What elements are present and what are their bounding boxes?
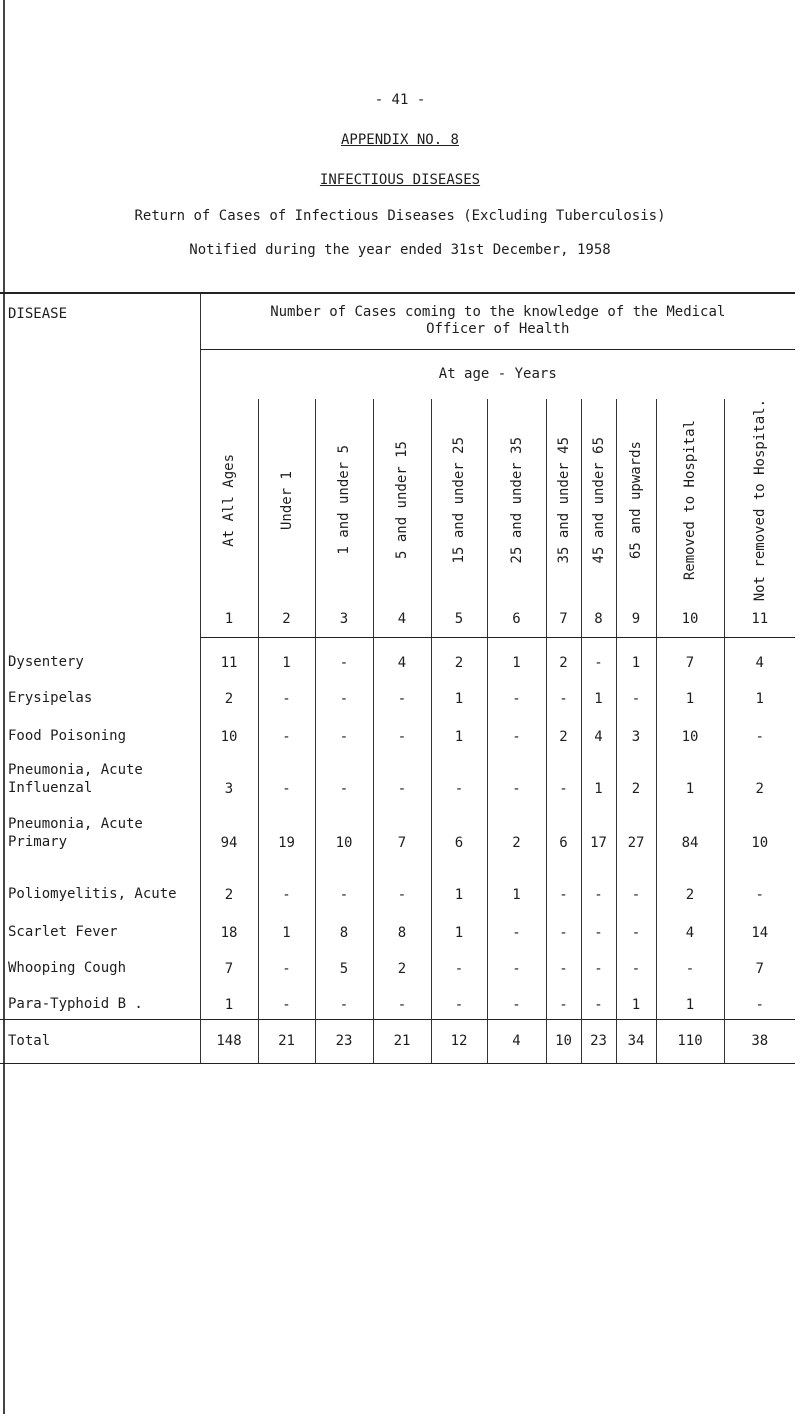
cell-value: 6 xyxy=(546,803,581,857)
cell-value: - xyxy=(724,857,795,909)
col-label-cell xyxy=(487,399,546,601)
cell-value: - xyxy=(431,983,487,1019)
cell-value: 8 xyxy=(373,909,431,947)
disease-name: Whooping Cough xyxy=(8,960,127,977)
table-row xyxy=(0,637,795,677)
col-label-cell xyxy=(315,399,373,601)
total-label: Total xyxy=(0,1019,200,1063)
cell-value: 2 xyxy=(431,637,487,677)
cell-value: 1 xyxy=(487,637,546,677)
cell-value: 4 xyxy=(581,713,616,751)
cell-value: - xyxy=(258,857,315,909)
cell-value: - xyxy=(258,713,315,751)
table-row xyxy=(0,803,795,857)
col-label-cell xyxy=(200,399,258,601)
col-number: 7 xyxy=(546,601,581,637)
col-label-cell xyxy=(656,399,724,601)
total-value: 4 xyxy=(487,1019,546,1063)
cell-value: - xyxy=(258,677,315,713)
cell-value: - xyxy=(373,751,431,803)
col-label: Not removed to Hospital. xyxy=(751,399,768,602)
cell-value: 1 xyxy=(431,677,487,713)
cell-value: 7 xyxy=(656,637,724,677)
disease-name: Pneumonia, Acute Influenzal xyxy=(8,762,143,797)
cell-value: - xyxy=(581,857,616,909)
col-label-cell xyxy=(258,399,315,601)
col-number: 10 xyxy=(656,601,724,637)
cell-value: - xyxy=(616,857,656,909)
total-value: 148 xyxy=(200,1019,258,1063)
cell-value: - xyxy=(546,947,581,983)
cell-value: 1 xyxy=(431,909,487,947)
cell-value: - xyxy=(487,713,546,751)
page-number: - 41 - xyxy=(374,92,426,108)
col-label-cell xyxy=(724,399,795,601)
cell-value: - xyxy=(546,751,581,803)
cell-value: 2 xyxy=(546,713,581,751)
table-row xyxy=(0,947,795,983)
cell-value: 14 xyxy=(724,909,795,947)
infectious-diseases-table xyxy=(0,292,795,1064)
title-line-2: Notified during the year ended 31st December, 1958 xyxy=(189,242,611,258)
cell-value: - xyxy=(315,857,373,909)
col-label: At All Ages xyxy=(221,453,237,547)
col-number: 9 xyxy=(616,601,656,637)
cell-value: - xyxy=(546,677,581,713)
cell-value: 2 xyxy=(200,677,258,713)
cell-value: - xyxy=(656,947,724,983)
col-label: Under 1 xyxy=(278,470,295,530)
cell-value: - xyxy=(581,947,616,983)
cell-value: - xyxy=(315,637,373,677)
col-number: 11 xyxy=(724,601,795,637)
total-value: 23 xyxy=(315,1019,373,1063)
cell-value: - xyxy=(258,983,315,1019)
cell-value: 1 xyxy=(616,637,656,677)
disease-header: DISEASE xyxy=(0,293,200,637)
cell-value: - xyxy=(487,947,546,983)
total-value: 110 xyxy=(656,1019,724,1063)
cell-value: 3 xyxy=(200,751,258,803)
total-row xyxy=(0,1019,795,1063)
cell-value: - xyxy=(546,983,581,1019)
cell-value: 10 xyxy=(724,803,795,857)
age-header: At age - Years xyxy=(200,349,795,399)
total-value: 10 xyxy=(546,1019,581,1063)
cell-value: 10 xyxy=(656,713,724,751)
cell-value: 10 xyxy=(200,713,258,751)
col-label-cell xyxy=(431,399,487,601)
cell-value: - xyxy=(616,677,656,713)
cell-value: - xyxy=(315,677,373,713)
total-value: 21 xyxy=(258,1019,315,1063)
disease-name: Pneumonia, Acute Primary xyxy=(8,816,143,851)
cell-value: 1 xyxy=(431,857,487,909)
cell-value: - xyxy=(487,677,546,713)
col-label-cell xyxy=(373,399,431,601)
group-header: Number of Cases coming to the knowledge of the Medical Officer of Health xyxy=(200,293,795,349)
cell-value: 19 xyxy=(258,803,315,857)
cell-value: 4 xyxy=(656,909,724,947)
disease-name: Para-Typhoid B . xyxy=(8,995,143,1012)
cell-value: - xyxy=(581,637,616,677)
title-line-1: Return of Cases of Infectious Diseases (Excluding Tuberculosis) xyxy=(134,208,666,224)
table-row xyxy=(0,751,795,803)
cell-value: - xyxy=(315,751,373,803)
disease-name: Food Poisoning xyxy=(8,728,127,745)
cell-value: - xyxy=(258,947,315,983)
col-label: Removed to Hospital xyxy=(682,420,698,581)
total-value: 34 xyxy=(616,1019,656,1063)
cell-value: 1 xyxy=(581,751,616,803)
disease-name: Dysentery xyxy=(8,654,84,671)
cell-value: - xyxy=(616,947,656,983)
cell-value: 6 xyxy=(431,803,487,857)
cell-value: 2 xyxy=(656,857,724,909)
total-value: 21 xyxy=(373,1019,431,1063)
cell-value: 8 xyxy=(315,909,373,947)
cell-value: 1 xyxy=(487,857,546,909)
col-label: 45 and under 65 xyxy=(590,436,607,564)
cell-value: 7 xyxy=(724,947,795,983)
disease-name: Poliomyelitis, Acute xyxy=(8,886,177,903)
cell-value: 4 xyxy=(373,637,431,677)
cell-value: 2 xyxy=(546,637,581,677)
cell-value: - xyxy=(546,909,581,947)
total-value: 38 xyxy=(724,1019,795,1063)
cell-value: - xyxy=(724,983,795,1019)
col-label: 1 and under 5 xyxy=(336,445,352,555)
cell-value: 1 xyxy=(258,909,315,947)
total-value: 23 xyxy=(581,1019,616,1063)
cell-value: - xyxy=(431,751,487,803)
col-number: 5 xyxy=(431,601,487,637)
cell-value: 17 xyxy=(581,803,616,857)
table-row xyxy=(0,909,795,947)
total-value: 12 xyxy=(431,1019,487,1063)
cell-value: 11 xyxy=(200,637,258,677)
col-number: 8 xyxy=(581,601,616,637)
cell-value: - xyxy=(431,947,487,983)
col-label-cell xyxy=(581,399,616,601)
cell-value: - xyxy=(258,751,315,803)
cell-value: - xyxy=(487,909,546,947)
cell-value: 1 xyxy=(200,983,258,1019)
cell-value: 1 xyxy=(656,751,724,803)
section-title: INFECTIOUS DISEASES xyxy=(319,172,481,188)
cell-value: - xyxy=(373,983,431,1019)
cell-value: 1 xyxy=(581,677,616,713)
cell-value: 7 xyxy=(373,803,431,857)
cell-value: 2 xyxy=(487,803,546,857)
cell-value: 1 xyxy=(616,983,656,1019)
cell-value: 94 xyxy=(200,803,258,857)
table-row xyxy=(0,983,795,1019)
cell-value: 1 xyxy=(258,637,315,677)
col-label: 5 and under 15 xyxy=(394,441,410,560)
data-rows xyxy=(0,637,795,1019)
cell-value: - xyxy=(724,713,795,751)
col-number: 6 xyxy=(487,601,546,637)
disease-name: Erysipelas xyxy=(8,690,93,707)
col-label: 15 and under 25 xyxy=(451,436,467,564)
cell-value: 5 xyxy=(315,947,373,983)
cell-value: - xyxy=(373,713,431,751)
cell-value: - xyxy=(315,983,373,1019)
cell-value: - xyxy=(487,751,546,803)
table-row xyxy=(0,713,795,751)
cell-value: 1 xyxy=(656,983,724,1019)
col-number: 1 xyxy=(200,601,258,637)
cell-value: - xyxy=(315,713,373,751)
cell-value: 10 xyxy=(315,803,373,857)
col-label: 65 and upwards xyxy=(628,441,644,560)
col-label-cell xyxy=(616,399,656,601)
table-row xyxy=(0,677,795,713)
col-number: 4 xyxy=(373,601,431,637)
cell-value: - xyxy=(581,909,616,947)
group-header-row xyxy=(0,293,795,349)
col-number: 3 xyxy=(315,601,373,637)
disease-name: Scarlet Fever xyxy=(8,924,118,941)
col-label: 35 and under 45 xyxy=(555,436,572,564)
cell-value: 3 xyxy=(616,713,656,751)
cell-value: 2 xyxy=(724,751,795,803)
cell-value: 1 xyxy=(724,677,795,713)
cell-value: 2 xyxy=(200,857,258,909)
cell-value: - xyxy=(373,677,431,713)
table-row xyxy=(0,857,795,909)
col-label: 25 and under 35 xyxy=(508,436,525,564)
cell-value: 1 xyxy=(656,677,724,713)
col-number: 2 xyxy=(258,601,315,637)
cell-value: 2 xyxy=(373,947,431,983)
cell-value: - xyxy=(373,857,431,909)
cell-value: 2 xyxy=(616,751,656,803)
col-label-cell xyxy=(546,399,581,601)
cell-value: 18 xyxy=(200,909,258,947)
appendix-title: APPENDIX NO. 8 xyxy=(340,132,459,148)
cell-value: - xyxy=(581,983,616,1019)
cell-value: 27 xyxy=(616,803,656,857)
cell-value: 1 xyxy=(431,713,487,751)
cell-value: 84 xyxy=(656,803,724,857)
cell-value: - xyxy=(546,857,581,909)
cell-value: 4 xyxy=(724,637,795,677)
cell-value: - xyxy=(616,909,656,947)
cell-value: - xyxy=(487,983,546,1019)
cell-value: 7 xyxy=(200,947,258,983)
